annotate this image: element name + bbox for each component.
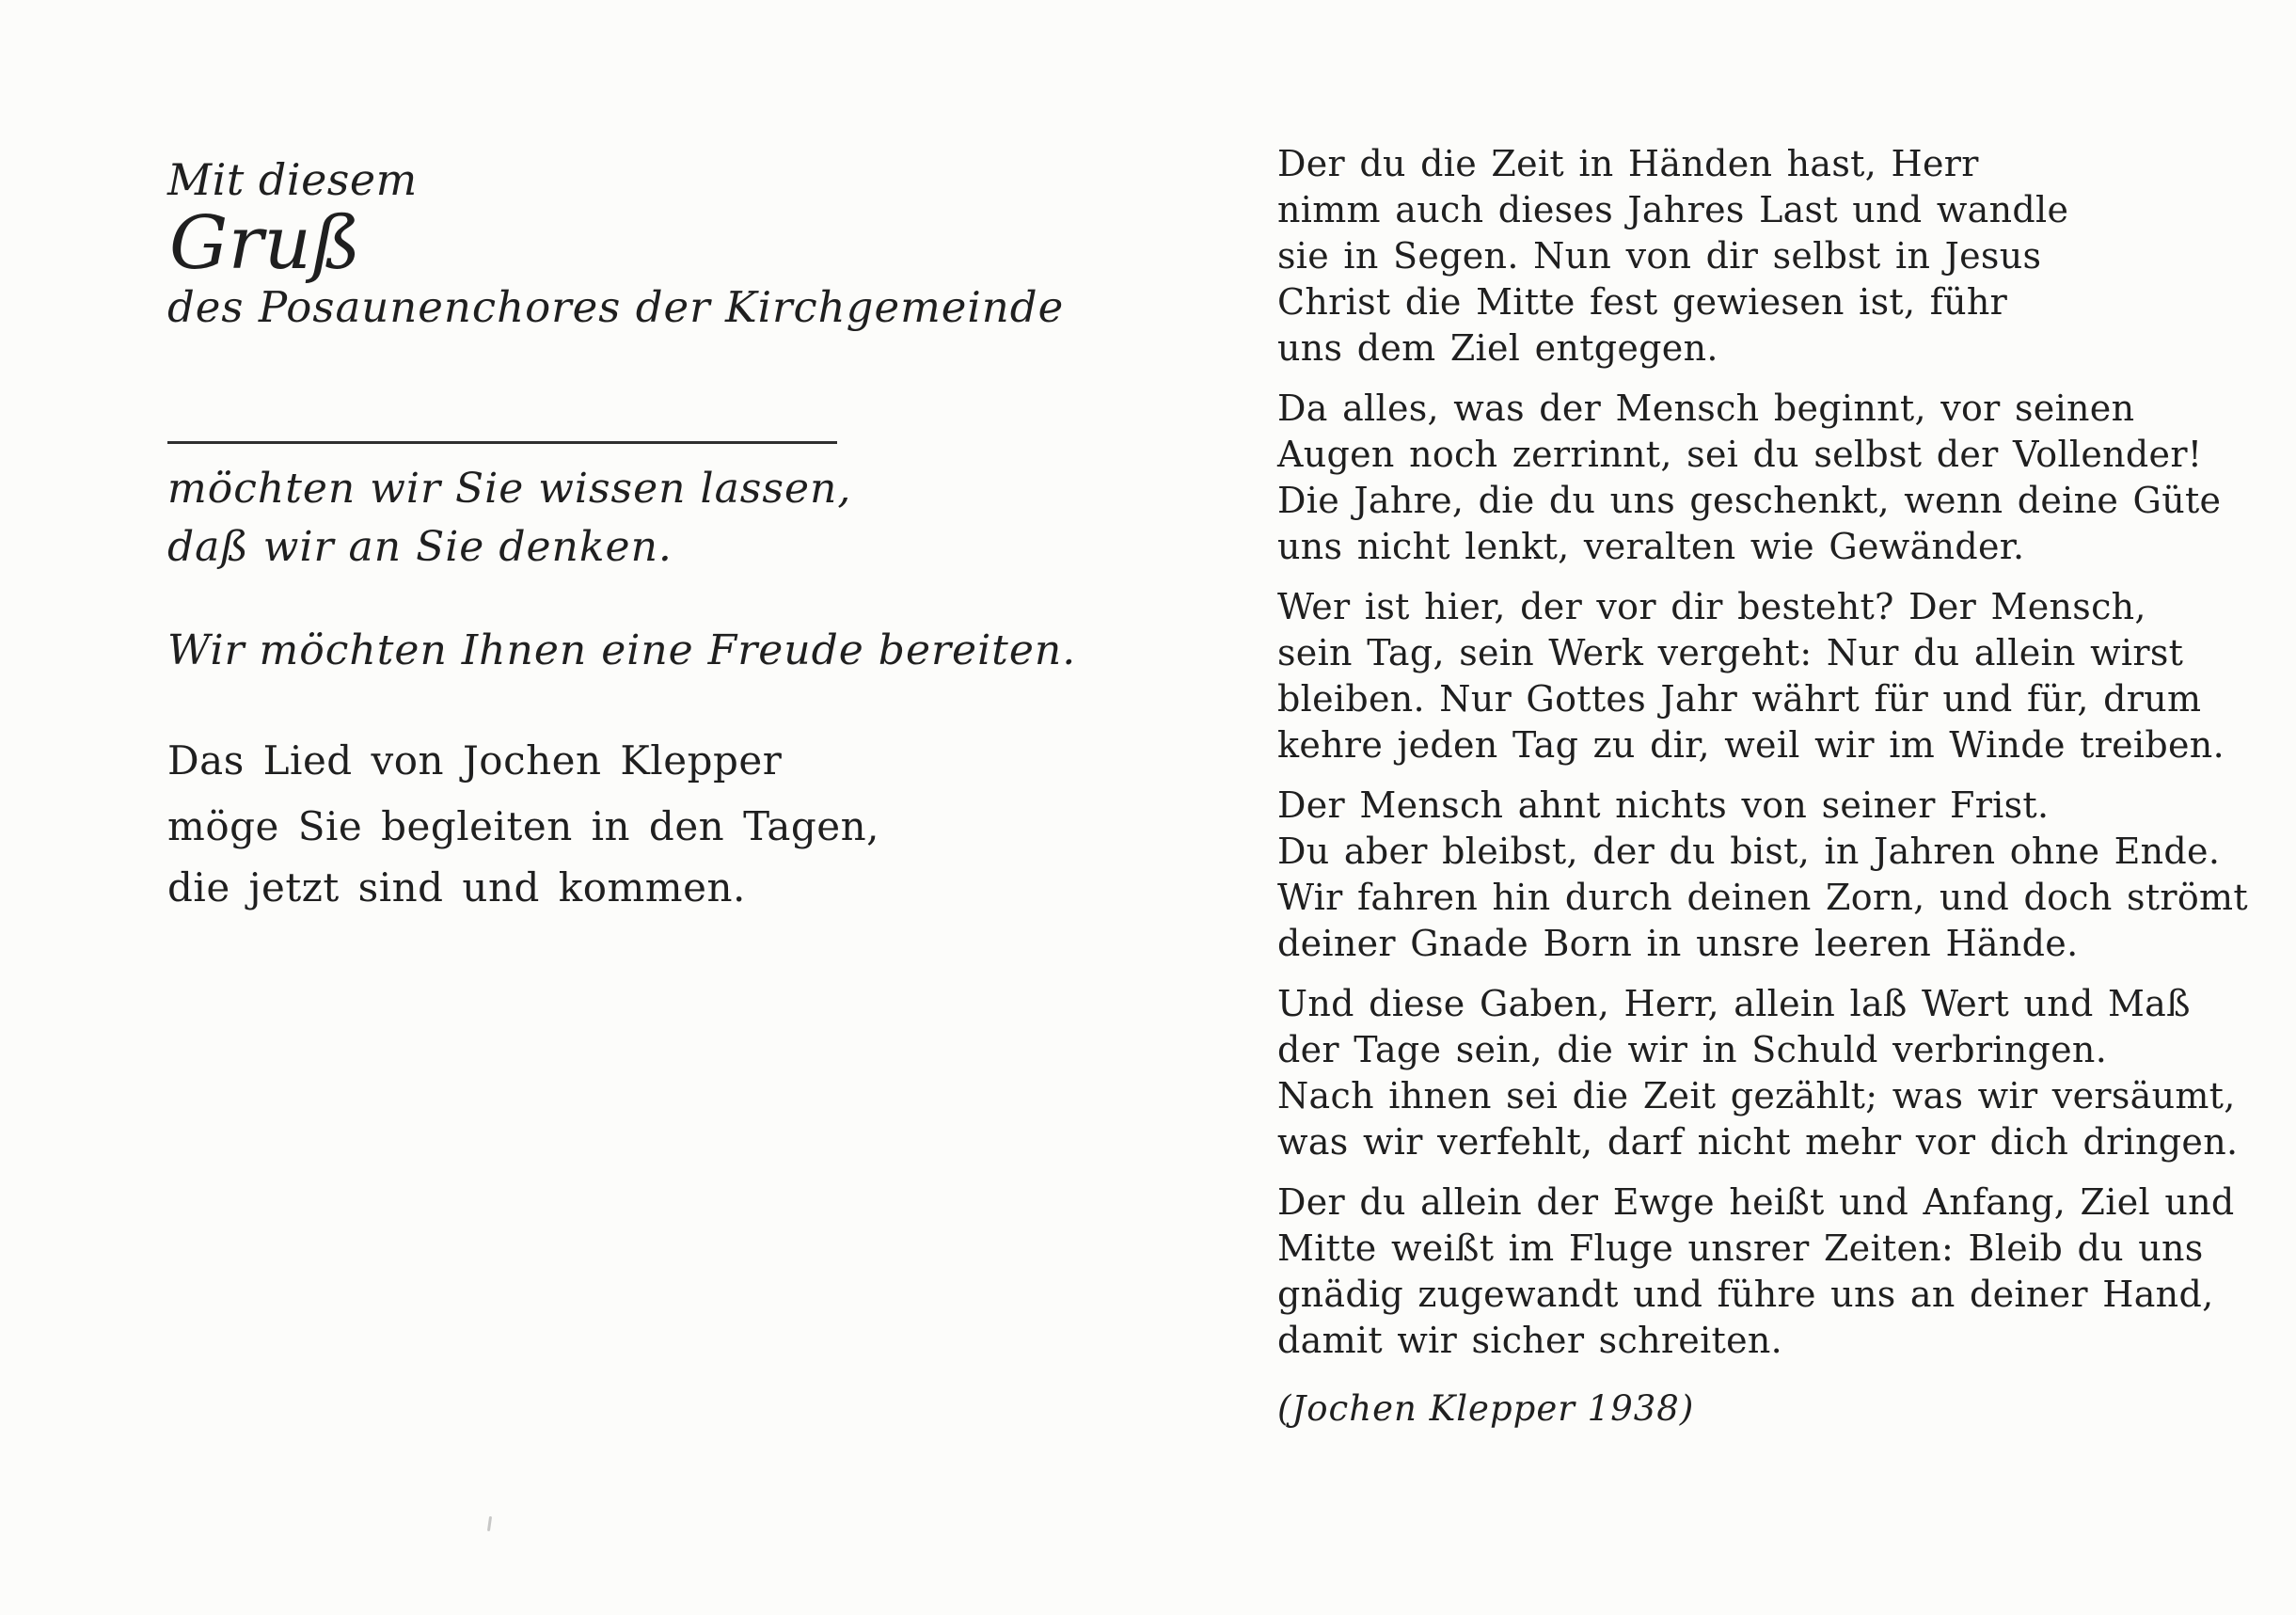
hymn-line: Christ die Mitte fest gewiesen ist, führ	[1277, 281, 2008, 323]
scan-artifact-mark	[487, 1516, 492, 1531]
hymn-stanza-1	[1277, 141, 2237, 372]
hymn-line: Der du allein der Ewge heißt und Anfang, Ziel und	[1277, 1181, 2235, 1223]
song-dedication-line: Das Lied von Jochen Klepper	[167, 737, 783, 784]
divider-rule	[167, 441, 837, 444]
right-page-hymn	[1277, 141, 2248, 1429]
wish-line: Wir möchten Ihnen eine Freude bereiten.	[167, 626, 1077, 674]
hymn-line: Du aber bleibst, der du bist, in Jahren ohne Ende.	[1277, 831, 2221, 872]
hymn-stanza-4	[1277, 783, 2248, 967]
hymn-line: sein Tag, sein Werk vergeht: Nur du allein wirst	[1277, 632, 2184, 673]
hymn-line: Wir fahren hin durch deinen Zorn, und doch strömt	[1277, 877, 2248, 918]
hymn-stanza-6	[1277, 1180, 2237, 1364]
hymn-line: Der Mensch ahnt nichts von seiner Frist.	[1277, 784, 2050, 826]
greeting-title: Gruß	[169, 201, 361, 286]
hymn-line: sie in Segen. Nun von dir selbst in Jesus	[1277, 235, 2042, 277]
hymn-line: uns nicht lenkt, veralten wie Gewänder.	[1277, 526, 2025, 567]
hymn-stanza-2	[1277, 386, 2237, 570]
hymn-line: Da alles, was der Mensch beginnt, vor seinen	[1277, 388, 2135, 429]
hymn-line: Nach ihnen sei die Zeit gezählt; was wir versäumt,	[1277, 1075, 2236, 1116]
hymn-line: bleiben. Nur Gottes Jahr währt für und für, drum	[1277, 678, 2202, 720]
hymn-line: deiner Gnade Born in unsre leeren Hände.	[1277, 923, 2079, 964]
hymn-line: Mitte weißt im Fluge unsrer Zeiten: Bleib du uns	[1277, 1227, 2204, 1269]
hymn-line: nimm auch dieses Jahres Last und wandle	[1277, 189, 2069, 230]
hymn-line: damit wir sicher schreiten.	[1277, 1320, 1783, 1361]
hymn-line: Augen noch zerrinnt, sei du selbst der Vollender!	[1277, 434, 2203, 475]
greeting-subtitle: des Posaunenchores der Kirchgemeinde	[167, 282, 1065, 332]
song-dedication-line: möge Sie begleiten in den Tagen,	[167, 803, 880, 849]
message-line: daß wir an Sie denken.	[167, 523, 673, 571]
song-dedication-line: die jetzt sind und kommen.	[167, 864, 746, 910]
hymn-stanza-5	[1277, 981, 2237, 1165]
hymn-attribution: (Jochen Klepper 1938)	[1277, 1388, 1695, 1429]
hymn-line: Der du die Zeit in Händen hast, Herr	[1277, 143, 1979, 184]
message-line: möchten wir Sie wissen lassen,	[167, 465, 852, 513]
hymn-stanza-3	[1277, 584, 2237, 768]
hymn-line: gnädig zugewandt und führe uns an deiner Hand,	[1277, 1274, 2214, 1315]
hymn-line: Die Jahre, die du uns geschenkt, wenn deine Güte	[1277, 480, 2222, 521]
hymn-line: Und diese Gaben, Herr, allein laß Wert und Maß	[1277, 983, 2191, 1024]
hymn-line: was wir verfehlt, darf nicht mehr vor dich dringen.	[1277, 1121, 2239, 1163]
hymn-line: kehre jeden Tag zu dir, weil wir im Winde treiben.	[1277, 724, 2225, 766]
hymn-line: der Tage sein, die wir in Schuld verbringen.	[1277, 1029, 2108, 1070]
greeting-intro-line: Mit diesem	[167, 154, 418, 205]
hymn-line: uns dem Ziel entgegen.	[1277, 327, 1718, 369]
left-page	[0, 0, 1110, 1615]
hymn-line: Wer ist hier, der vor dir besteht? Der Mensch,	[1277, 586, 2146, 627]
